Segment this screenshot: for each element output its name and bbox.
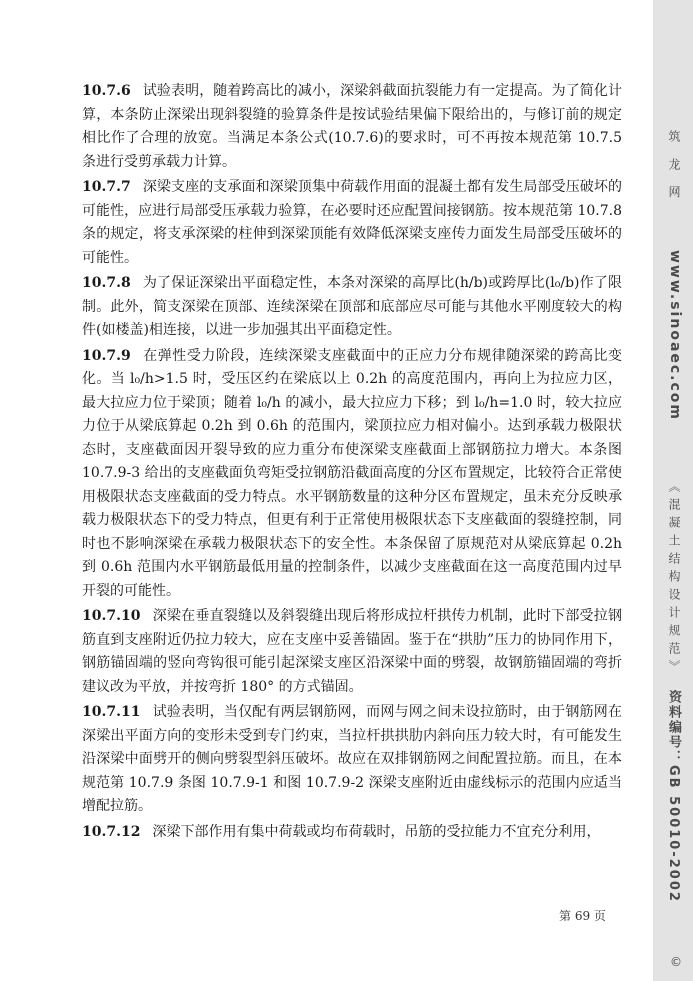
paragraph-10-7-7 [82,176,622,270]
copyright-mark: © [669,955,683,969]
paragraph-10-7-10 [82,605,622,699]
clause-number: 10.7.11 [82,704,141,720]
page-number: 第 69 页 [559,909,606,923]
clause-number: 10.7.8 [82,275,131,291]
clause-number: 10.7.9 [82,347,131,364]
paragraph-10-7-9 [82,345,622,604]
clause-text: 深梁支座的支承面和深梁顶集中荷载作用面的混凝土都有发生局部受压破坏的可能性，应进行局部受压承载力验算，在必要时还应配置间接钢筋。按本规范第 10.7.8 条的规定，将支承深梁的柱伸到深梁顶能有效降低深梁支座传力面发生局部受压破坏的可能性。 [82,179,622,266]
clause-number: 10.7.7 [82,179,131,195]
site-name: 筑 龙 网 [667,130,681,204]
clause-text: 深梁下部作用有集中荷载或均布荷载时，吊筋的受拉能力不宜充分利用， [152,823,601,840]
clause-text: 在弹性受力阶段，连续深梁支座截面中的正应力分布规律随深梁的跨高比变化。当 l₀/h>1.5 时，受压区约在梁底以上 0.2h 的高度范围内，再向上为拉应力区，最大拉应力位于梁顶；随着 l₀/h 的减小，最大拉应力下移；到 l₀/h=1.0 时，较大拉应力位于从梁底算起 0.2h 到 0.6h 的范围内，梁顶拉应力相对偏小。达到承载力极限状态时，支座截面因开裂导致的应力重分布使深梁支座截面上部钢筋拉力增大。本条图 10.7.9-3 给出的支座截面负弯矩受拉钢筋沿截面高度的分区布置规定，比较符合正常使用极限状态支座截面的受力特点。水平钢筋数量的这种分区布置规定，虽未充分反映承载力极限状态下的受力特点，但更有利于正常使用极限状态下支座截面的裂缝控制，同时也不影响深梁在承载力极限状态下的安全性。本条保留了原规范对从梁底算起 0.2h 到 0.6h 范围内水平钢筋最低用量的控制条件，以减少支座截面在这一高度范围内过早开裂的可能性。 [82,347,622,599]
clause-text: 试验表明，随着跨高比的减小，深梁斜截面抗裂能力有一定提高。为了简化计算，本条防止深梁出现斜裂缝的验算条件是按试验结果偏下限给出的，与修订前的规定相比作了合理的放宽。当满足本条公式(10.7.6)的要求时，可不再按本规范第 10.7.5 条进行受剪承载力计算。 [82,83,622,170]
clause-number: 10.7.6 [82,83,131,99]
paragraph-10-7-6 [82,80,622,174]
paragraph-10-7-12 [82,821,622,845]
clause-text: 为了保证深梁出平面稳定性，本条对深梁的高厚比(h/b)或跨厚比(l₀/b)作了限制。此外，简支深梁在顶部、连续深梁在顶部和底部应尽可能与其他水平刚度较大的构件(如楼盖)相连接，以进一步加强其出平面稳定性。 [82,275,622,338]
book-title: 《混凝土结构设计规范》 [667,480,681,678]
clause-text: 试验表明，当仅配有两层钢筋网，而网与网之间未设拉筋时，由于钢筋网在深梁出平面方向的变形未受到专门约束，当拉杆拱拱肋内斜向压力较大时，有可能发生沿深梁中面劈开的侧向劈裂型斜压破坏。故应在双排钢筋网之间配置拉筋。而且，在本规范第 10.7.9 条图 10.7.9-1 和图 10.7.9-2 深梁支座附近由虚线标示的范围内应适当增配拉筋。 [82,704,622,814]
clause-number: 10.7.10 [82,608,141,624]
watermark-sidebar [653,0,693,981]
document-code: 资料编号：GB 50010-2002 [666,690,681,903]
clause-text: 深梁在垂直裂缝以及斜裂缝出现后将形成拉杆拱传力机制，此时下部受拉钢筋直到支座附近仍拉力较大，应在支座中妥善锚固。鉴于在“拱肋”压力的协同作用下，钢筋锚固端的竖向弯钩很可能引起深梁支座区沿深梁中面的劈裂，故钢筋锚固端的弯折建议改为平放，并按弯折 180° 的方式锚固。 [82,608,622,695]
document-body [82,80,622,846]
paragraph-10-7-11 [82,701,622,819]
clause-number: 10.7.12 [82,823,141,840]
site-url: www.sinoaec.com [667,250,683,422]
paragraph-10-7-8 [82,272,622,343]
